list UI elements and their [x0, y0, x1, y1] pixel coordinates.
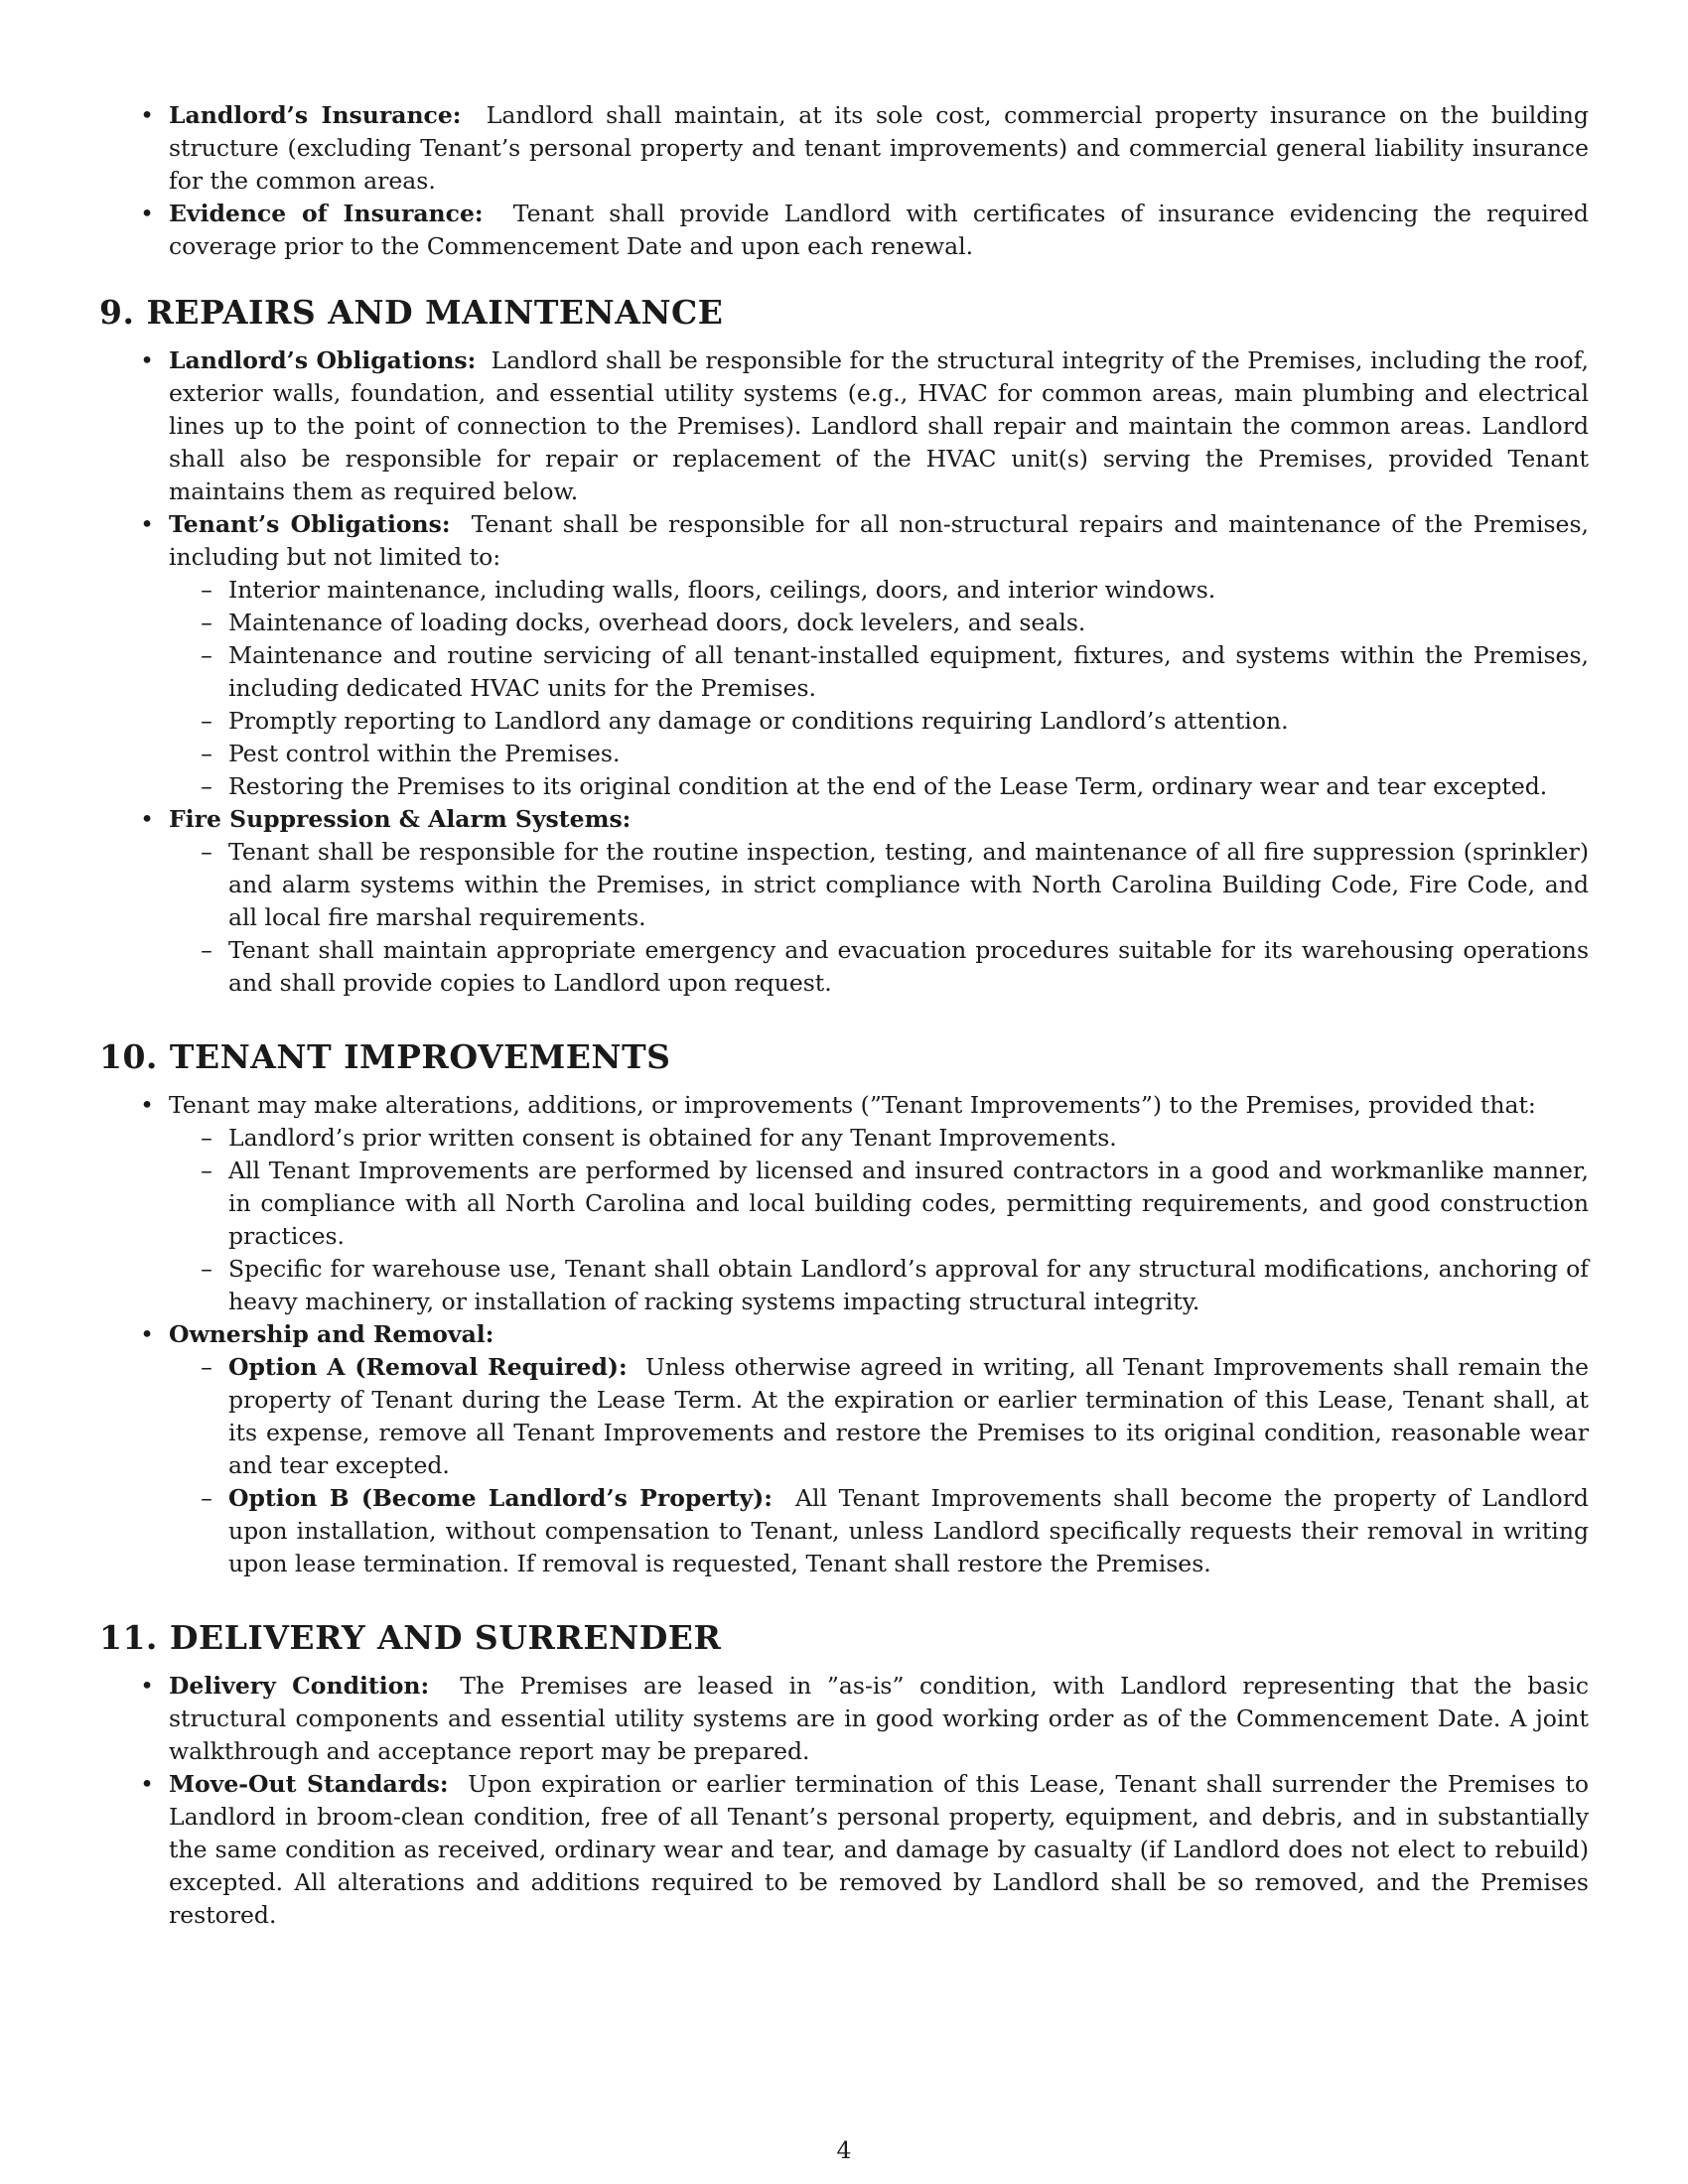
dash-marker: – — [201, 936, 212, 964]
option-text: Unless otherwise agreed in writing, all Tenant Improvements shall remain the property of Tenant during the Lease Term. At the expiration or earlier termination of this Lease, Tenant shall, at its expense, remove all Tenant Improvements and restore the Premises to its original condition, reasonable wear and tear excepted. — [228, 1353, 1589, 1479]
sub-list-item — [169, 770, 1589, 803]
document-page — [99, 99, 1589, 1932]
item-label: Delivery Condition: — [169, 1672, 430, 1700]
sub-item-text: Pest control within the Premises. — [228, 740, 621, 767]
tenant-obligations-sublist — [169, 574, 1589, 803]
sub-item-text: All Tenant Improvements are performed by licensed and insured contractors in a good and workmanlike manner, in compliance with all North Carolina and local building codes, permitting requirements, and good construction practices. — [228, 1157, 1589, 1250]
bullet-marker: • — [140, 1672, 154, 1700]
item-label: Evidence of Insurance: — [169, 200, 484, 227]
page-number: 4 — [836, 2136, 852, 2164]
section-heading-10 — [99, 1037, 1589, 1077]
sub-item-text: Interior maintenance, including walls, floors, ceilings, doors, and interior windows. — [228, 576, 1216, 604]
list-item-move-out-standards — [99, 1768, 1589, 1932]
item-label: Move-Out Standards: — [169, 1770, 449, 1798]
option-label: Option B (Become Landlord’s Property): — [228, 1484, 773, 1512]
bullet-marker: • — [140, 1770, 154, 1798]
section-number: 10. — [99, 1037, 158, 1076]
dash-marker: – — [201, 1124, 212, 1152]
item-text: Landlord shall be responsible for the structural integrity of the Premises, including the roof, exterior walls, foundation, and essential utility systems (e.g., HVAC for common areas, main plumbing and electrical lines up to the point of connection to the Premises). Landlord shall repair and maintain the common areas. Landlord shall also be responsible for repair or replacement of the HVAC unit(s) serving the Premises, provided Tenant maintains them as required below. — [169, 346, 1589, 505]
sub-list-item — [169, 705, 1589, 738]
list-item-tenant-obligations — [99, 508, 1589, 803]
option-label: Option A (Removal Required): — [228, 1353, 628, 1381]
sub-list-item — [169, 1253, 1589, 1318]
item-label: Fire Suppression & Alarm Systems: — [169, 805, 632, 833]
fire-suppression-sublist — [169, 836, 1589, 1000]
sub-item-text: Tenant shall be responsible for the routine inspection, testing, and maintenance of all fire suppression (sprinkler) and alarm systems within the Premises, in strict compliance with North Carolina Building Code, Fire Code, and all local fire marshal requirements. — [228, 838, 1589, 931]
sub-item-text: Promptly reporting to Landlord any damage or conditions requiring Landlord’s attention. — [228, 707, 1289, 735]
section-heading-9 — [99, 293, 1589, 333]
dash-marker: – — [201, 1353, 212, 1381]
sub-item-text: Maintenance of loading docks, overhead doors, dock levelers, and seals. — [228, 609, 1086, 636]
dash-marker: – — [201, 1157, 212, 1184]
improvement-conditions-sublist — [169, 1122, 1589, 1318]
list-item-landlord-insurance — [99, 99, 1589, 198]
list-item-landlord-obligations — [99, 344, 1589, 508]
dash-marker: – — [201, 838, 212, 866]
dash-marker: – — [201, 1255, 212, 1283]
sub-list-item — [169, 639, 1589, 705]
list-item-delivery-condition — [99, 1670, 1589, 1768]
section-title: REPAIRS AND MAINTENANCE — [146, 293, 724, 332]
bullet-marker: • — [140, 200, 154, 227]
insurance-list — [99, 99, 1589, 263]
section-9-list — [99, 344, 1589, 1000]
item-text: Tenant may make alterations, additions, or improvements (”Tenant Improvements”) to the Premises, provided that: — [169, 1091, 1536, 1119]
list-item-evidence-of-insurance — [99, 198, 1589, 263]
bullet-marker: • — [140, 1091, 154, 1119]
item-label: Landlord’s Obligations: — [169, 346, 477, 374]
bullet-marker: • — [140, 101, 154, 129]
dash-marker: – — [201, 576, 212, 604]
sub-list-item — [169, 574, 1589, 607]
ownership-options-sublist — [169, 1351, 1589, 1580]
sub-list-item — [169, 607, 1589, 639]
section-title: TENANT IMPROVEMENTS — [169, 1037, 671, 1076]
sub-list-item — [169, 1122, 1589, 1155]
bullet-marker: • — [140, 510, 154, 538]
sub-list-item — [169, 1155, 1589, 1253]
bullet-marker: • — [140, 346, 154, 374]
sub-item-text: Maintenance and routine servicing of all tenant-installed equipment, fixtures, and systems within the Premises, including dedicated HVAC units for the Premises. — [228, 641, 1589, 702]
sub-item-text: Landlord’s prior written consent is obtained for any Tenant Improvements. — [228, 1124, 1117, 1152]
sub-list-item — [169, 738, 1589, 770]
sub-item-text: Restoring the Premises to its original condition at the end of the Lease Term, ordinary wear and tear excepted. — [228, 772, 1548, 800]
section-10-list — [99, 1089, 1589, 1580]
item-label: Landlord’s Insurance: — [169, 101, 462, 129]
dash-marker: – — [201, 1484, 212, 1512]
option-text: All Tenant Improvements shall become the property of Landlord upon installation, without compensation to Tenant, unless Landlord specifically requests their removal in writing upon lease termination. If removal is requested, Tenant shall restore the Premises. — [228, 1484, 1589, 1577]
dash-marker: – — [201, 740, 212, 767]
section-number: 11. — [99, 1618, 158, 1657]
section-title: DELIVERY AND SURRENDER — [169, 1618, 722, 1657]
dash-marker: – — [201, 641, 212, 669]
section-heading-11 — [99, 1618, 1589, 1658]
sub-item-text: Tenant shall maintain appropriate emergency and evacuation procedures suitable for its warehousing operations and shall provide copies to Landlord upon request. — [228, 936, 1589, 997]
dash-marker: – — [201, 707, 212, 735]
sub-list-item-option-b — [169, 1482, 1589, 1580]
item-text: Tenant shall be responsible for all non-structural repairs and maintenance of the Premises, including but not limited to: — [169, 510, 1589, 571]
sub-list-item — [169, 934, 1589, 1000]
list-item-fire-suppression — [99, 803, 1589, 1000]
item-label: Ownership and Removal: — [169, 1320, 494, 1348]
sub-list-item-option-a — [169, 1351, 1589, 1482]
item-text: Upon expiration or earlier termination of this Lease, Tenant shall surrender the Premises to Landlord in broom-clean condition, free of all Tenant’s personal property, equipment, and debris, and in substantially the same condition as received, ordinary wear and tear, and damage by casualty (if Landlord does not elect to rebuild) excepted. All alterations and additions required to be removed by Landlord shall be so removed, and the Premises restored. — [169, 1770, 1589, 1929]
dash-marker: – — [201, 609, 212, 636]
item-text: Tenant shall provide Landlord with certificates of insurance evidencing the required coverage prior to the Commencement Date and upon each renewal. — [169, 200, 1589, 260]
list-item-tenant-improvements-intro — [99, 1089, 1589, 1318]
bullet-marker: • — [140, 1320, 154, 1348]
item-label: Tenant’s Obligations: — [169, 510, 451, 538]
section-number: 9. — [99, 293, 135, 332]
section-11-list — [99, 1670, 1589, 1932]
bullet-marker: • — [140, 805, 154, 833]
sub-item-text: Specific for warehouse use, Tenant shall obtain Landlord’s approval for any structural modifications, anchoring of heavy machinery, or installation of racking systems impacting structural integrity. — [228, 1255, 1589, 1315]
item-text: The Premises are leased in ”as-is” condition, with Landlord representing that the basic structural components and essential utility systems are in good working order as of the Commencement Date. A joint walkthrough and acceptance report may be prepared. — [169, 1672, 1589, 1765]
sub-list-item — [169, 836, 1589, 934]
list-item-ownership-removal — [99, 1318, 1589, 1580]
item-text: Landlord shall maintain, at its sole cost, commercial property insurance on the building structure (excluding Tenant’s personal property and tenant improvements) and commercial general liability insurance for the common areas. — [169, 101, 1589, 195]
dash-marker: – — [201, 772, 212, 800]
